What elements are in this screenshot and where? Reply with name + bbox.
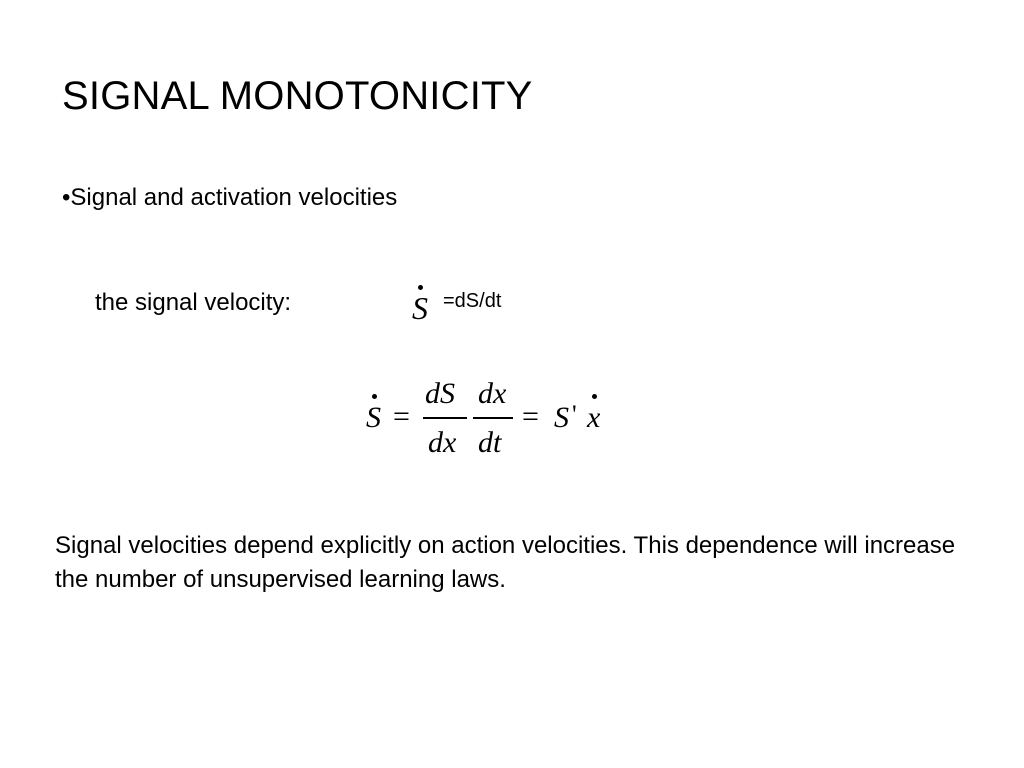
equals-sign-2: = bbox=[522, 400, 539, 433]
signal-velocity-symbol-letter: S bbox=[412, 290, 428, 326]
signal-velocity-definition: =dS/dt bbox=[443, 290, 502, 312]
fraction1-denominator: dx bbox=[428, 426, 457, 459]
dot-accent bbox=[592, 394, 597, 399]
fraction2-bar bbox=[473, 417, 513, 419]
fraction1-bar bbox=[423, 417, 467, 419]
signal-velocity-symbol bbox=[412, 291, 428, 325]
equation-lhs-letter: S bbox=[366, 401, 381, 434]
slide-title: SIGNAL MONOTONICITY bbox=[62, 74, 533, 118]
equation-rhs-dot-letter: x bbox=[587, 401, 601, 434]
equation-lhs bbox=[366, 401, 381, 435]
fraction1-numerator: dS bbox=[425, 377, 455, 410]
bullet-point: •Signal and activation velocities bbox=[62, 184, 398, 211]
fraction2-denominator: dt bbox=[478, 426, 502, 459]
equation-rhs-dot-variable bbox=[587, 401, 600, 435]
dot-accent bbox=[372, 394, 377, 399]
signal-velocity-label: the signal velocity: bbox=[95, 289, 292, 316]
explanation-paragraph: Signal velocities depend explicitly on action velocities. This dependence will increase the number of unsupervised learning laws. bbox=[55, 532, 956, 593]
prime-symbol: ' bbox=[572, 400, 577, 429]
equation-rhs-variable: S bbox=[554, 401, 569, 434]
dot-accent bbox=[418, 285, 423, 290]
equals-sign-1: = bbox=[393, 400, 410, 433]
chain-rule-equation bbox=[366, 376, 616, 466]
fraction2-numerator: dx bbox=[478, 377, 507, 410]
